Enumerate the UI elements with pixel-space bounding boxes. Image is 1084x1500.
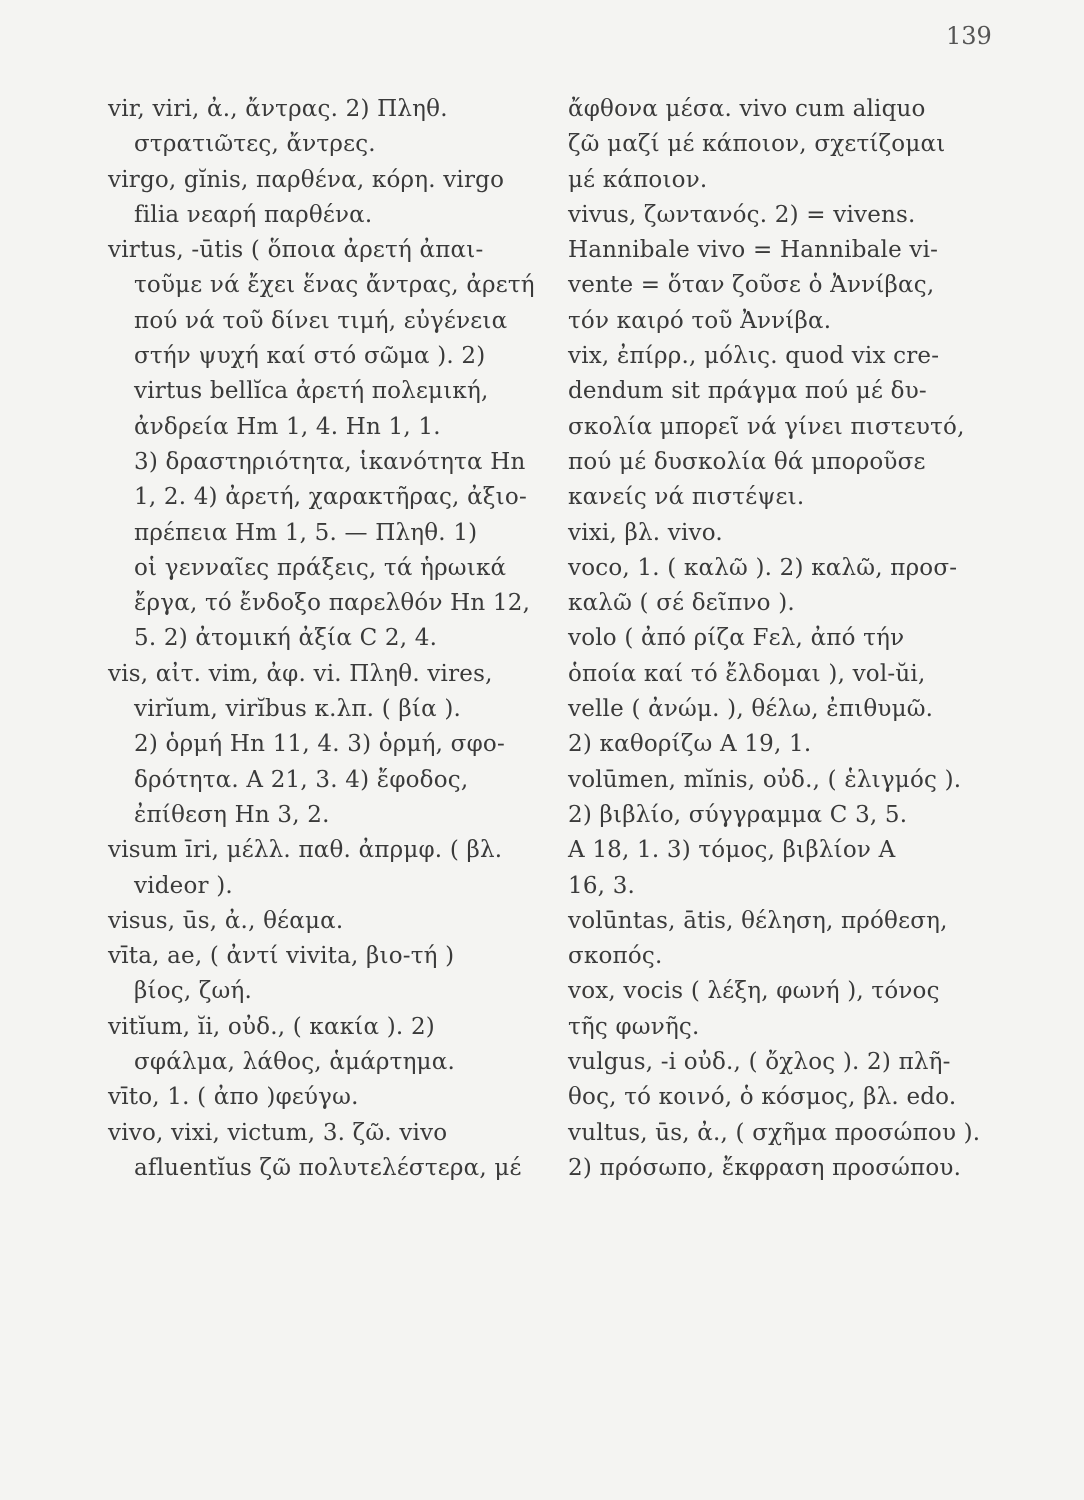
dictionary-line: μέ κάποιον. <box>568 166 708 193</box>
dictionary-line: videor ). <box>134 872 233 899</box>
left-column <box>108 92 540 1186</box>
dictionary-line: ζῶ μαζί μέ κάποιον, σχετίζομαι <box>568 131 946 158</box>
dictionary-line: vix, ἐπίρρ., μόλις. quod vix cre- <box>568 343 940 370</box>
dictionary-line: οἱ γενναῖες πράξεις, τά ἡρωικά <box>134 554 507 581</box>
dictionary-line: virĭum, virĭbus κ.λπ. ( βία ). <box>134 696 462 723</box>
dictionary-line: 1, 2. 4) ἀρετή, χαρακτῆρας, ἀξιο- <box>134 484 527 511</box>
dictionary-line: vixi, βλ. vivo. <box>568 519 723 546</box>
dictionary-line: θος, τό κοινό, ὁ κόσμος, βλ. edo. <box>568 1084 957 1111</box>
dictionary-line: vitĭum, ĭi, οὐδ., ( κακία ). 2) <box>108 1013 435 1040</box>
dictionary-line: volo ( ἀπό ρίζα Fελ, ἀπό τήν <box>568 625 905 652</box>
dictionary-line: visum īri, μέλλ. παθ. ἀπρμφ. ( βλ. <box>108 837 503 864</box>
dictionary-line: πού νά τοῦ δίνει τιμή, εὐγένεια <box>134 307 508 334</box>
dictionary-line: voco, 1. ( καλῶ ). 2) καλῶ, προσ- <box>568 554 958 581</box>
right-column <box>568 92 1004 1186</box>
dictionary-line: 2) καθορίζω A 19, 1. <box>568 731 812 758</box>
dictionary-line: βίος, ζωή. <box>134 978 252 1005</box>
dictionary-line: vīta, ae, ( ἀντί vivita, βιο-τή ) <box>108 943 455 970</box>
page-number: 139 <box>946 22 992 50</box>
dictionary-line: vir, viri, ἀ., ἄντρας. 2) Πληθ. <box>108 96 448 122</box>
dictionary-line: vente = ὅταν ζοῦσε ὁ Ἀννίβας, <box>568 272 935 299</box>
dictionary-line: πρέπεια Hm 1, 5. — Πληθ. 1) <box>134 519 478 546</box>
dictionary-line: vultus, ūs, ἀ., ( σχῆμα προσώπου ). <box>568 1119 981 1146</box>
dictionary-line: virtus bellĭca ἀρετή πολεμική, <box>134 378 489 405</box>
dictionary-line: ἐπίθεση Hn 3, 2. <box>134 801 330 828</box>
dictionary-line: 2) βιβλίο, σύγγραμμα C 3, 5. <box>568 801 908 828</box>
dictionary-line: A 18, 1. 3) τόμος, βιβλίον A <box>568 837 896 864</box>
dictionary-line: δρότητα. A 21, 3. 4) ἔφοδος, <box>134 766 469 793</box>
dictionary-line: 16, 3. <box>568 872 636 899</box>
dictionary-line: vivus, ζωντανός. 2) = vivens. <box>568 201 916 228</box>
dictionary-line: afluentĭus ζῶ πολυτελέστερα, μέ <box>134 1154 522 1181</box>
dictionary-line: vīto, 1. ( ἀπο )φεύγω. <box>108 1084 359 1111</box>
dictionary-line: visus, ūs, ἀ., θέαμα. <box>108 907 344 934</box>
dictionary-line: dendum sit πράγμα πού μέ δυ- <box>568 378 927 405</box>
dictionary-line: virgo, gĭnis, παρθένα, κόρη. virgo <box>108 166 505 193</box>
dictionary-line: volūntas, ātis, θέληση, πρόθεση, <box>568 907 948 934</box>
dictionary-line: Hannibale vivo = Hannibale vi- <box>568 237 939 264</box>
dictionary-line: vulgus, -i οὐδ., ( ὄχλος ). 2) πλῆ- <box>568 1049 951 1076</box>
dictionary-line: 3) δραστηριότητα, ἱκανότητα Hn <box>134 448 526 475</box>
dictionary-line: καλῶ ( σέ δεῖπνο ). <box>568 590 795 617</box>
dictionary-line: vivo, vixi, victum, 3. ζῶ. vivo <box>108 1119 448 1146</box>
dictionary-line: vis, αἰτ. vim, ἀφ. vi. Πληθ. vires, <box>108 660 493 687</box>
dictionary-line: ἀνδρεία Hm 1, 4. Hn 1, 1. <box>134 413 441 440</box>
dictionary-line: velle ( ἀνώμ. ), θέλω, ἐπιθυμῶ. <box>568 696 934 723</box>
dictionary-line: στρατιῶτες, ἄντρες. <box>134 131 376 158</box>
dictionary-line: πού μέ δυσκολία θά μποροῦσε <box>568 448 926 475</box>
dictionary-line: τοῦμε νά ἔχει ἕνας ἄντρας, ἀρετή <box>134 272 535 299</box>
dictionary-line: ἔργα, τό ἔνδοξο παρελθόν Hn 12, <box>134 590 531 617</box>
dictionary-line: στήν ψυχή καί στό σῶμα ). 2) <box>134 343 486 370</box>
dictionary-line: σκολία μπορεῖ νά γίνει πιστευτό, <box>568 413 965 440</box>
dictionary-line: vox, vocis ( λέξη, φωνή ), τόνος <box>568 978 940 1005</box>
dictionary-line: 2) ὁρμή Hn 11, 4. 3) ὁρμή, σφο- <box>134 731 505 758</box>
dictionary-line: volūmen, mĭnis, οὐδ., ( ἑλιγμός ). <box>568 766 962 793</box>
dictionary-line: σφάλμα, λάθος, ἁμάρτημα. <box>134 1049 455 1076</box>
dictionary-line: 2) πρόσωπο, ἔκφραση προσώπου. <box>568 1154 962 1181</box>
dictionary-line: σκοπός. <box>568 943 663 970</box>
dictionary-line: τῆς φωνῆς. <box>568 1013 700 1040</box>
dictionary-line: κανείς νά πιστέψει. <box>568 484 805 511</box>
dictionary-line: virtus, -ūtis ( ὅποια ἀρετή ἀπαι- <box>108 237 484 264</box>
dictionary-line: ὁποία καί τό ἔλδομαι ), vol-ŭi, <box>568 660 926 687</box>
dictionary-line: τόν καιρό τοῦ Ἀννίβα. <box>568 307 832 334</box>
dictionary-line: filia νεαρή παρθένα. <box>134 201 373 228</box>
dictionary-line: 5. 2) ἀτομική ἀξία C 2, 4. <box>134 625 438 652</box>
dictionary-line: ἄφθονα μέσα. vivo cum aliquo <box>568 96 926 122</box>
